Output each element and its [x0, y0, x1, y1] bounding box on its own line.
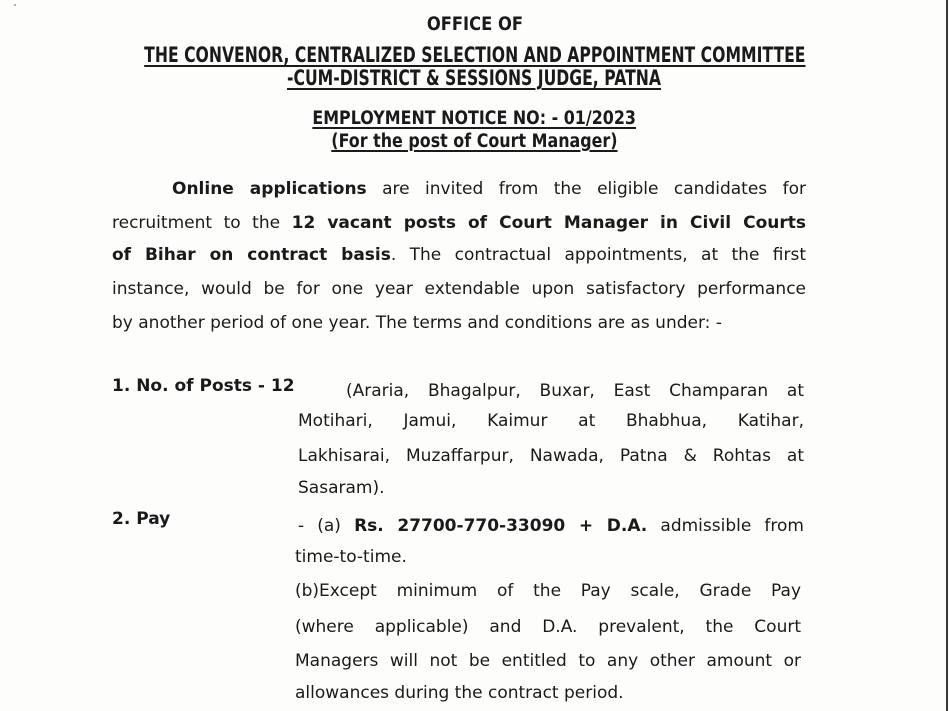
intro-text: . The contractual appointments, at the first	[390, 245, 806, 265]
pay-line	[295, 681, 801, 705]
pay-text: (where applicable) and D.A. prevalent, the Court	[295, 617, 801, 637]
intro-line-2	[112, 211, 806, 235]
intro-bold-posts: 12 vacant posts of Court Manager in Civil Courts	[291, 213, 806, 233]
scan-speck	[14, 4, 16, 6]
notice-subtitle	[0, 131, 949, 152]
pay-line	[295, 545, 801, 569]
districts-text: (Araria, Bhagalpur, Buxar, East Champaran at	[346, 381, 804, 401]
posts-count: 12	[270, 376, 295, 396]
office-heading	[0, 13, 949, 35]
intro-line-1	[172, 177, 806, 201]
districts-line	[298, 476, 804, 500]
pay-line	[295, 615, 801, 639]
districts-line	[346, 379, 804, 403]
districts-text: Lakhisarai, Muzaffarpur, Nawada, Patna & Rohtas at	[298, 446, 804, 466]
intro-bold-basis: of Bihar on contract basis	[112, 245, 391, 265]
intro-line-5	[112, 311, 806, 335]
pay-line	[298, 514, 804, 538]
intro-text: by another period of one year. The terms and conditions are as under: -	[112, 313, 722, 333]
notice-title-text: EMPLOYMENT NOTICE NO: - 01/2023	[312, 108, 637, 129]
convenor-text: THE CONVENOR, CENTRALIZED SELECTION AND APPOINTMENT COMMITTEE	[143, 43, 806, 67]
intro-text: are invited from the eligible candidates for	[366, 179, 806, 199]
notice-title	[0, 108, 949, 129]
intro-text: recruitment to the	[112, 213, 292, 233]
convenor-heading	[0, 43, 949, 67]
districts-line	[298, 444, 804, 468]
office-of-text: OFFICE OF	[426, 13, 523, 35]
pay-line	[295, 579, 801, 603]
pay-line	[295, 649, 801, 673]
item-label-text: 1. No. of Posts	[112, 376, 252, 396]
pay-text: admissible from	[647, 516, 804, 536]
intro-text: instance, would be for one year extendable upon satisfactory performance	[112, 279, 806, 299]
pay-text: time-to-time.	[295, 547, 407, 567]
item-dash: -	[257, 376, 265, 396]
page-edge-line	[946, 0, 948, 711]
item-label-text: 2. Pay	[112, 509, 171, 529]
notice-subtitle-text: (For the post of Court Manager)	[331, 131, 618, 152]
intro-line-4	[112, 277, 806, 301]
intro-line-3	[112, 243, 806, 267]
intro-bold-online: Online applications	[172, 179, 367, 199]
pay-text: (b)Except minimum of the Pay scale, Grade Pay	[295, 581, 801, 601]
item-label	[112, 374, 295, 398]
districts-line	[298, 409, 804, 433]
district-judge-heading	[0, 66, 949, 90]
districts-text: Motihari, Jamui, Kaimur at Bhabhua, Katihar,	[298, 411, 804, 431]
districts-text: Sasaram).	[298, 478, 385, 498]
pay-text: allowances during the contract period.	[295, 683, 624, 703]
pay-text: Managers will not be entitled to any other amount or	[295, 651, 801, 671]
pay-scale: Rs. 27700-770-33090 + D.A.	[354, 516, 648, 536]
item-label	[112, 507, 170, 531]
district-judge-text: -CUM-DISTRICT & SESSIONS JUDGE, PATNA	[287, 66, 662, 90]
pay-text: - (a)	[298, 516, 355, 536]
